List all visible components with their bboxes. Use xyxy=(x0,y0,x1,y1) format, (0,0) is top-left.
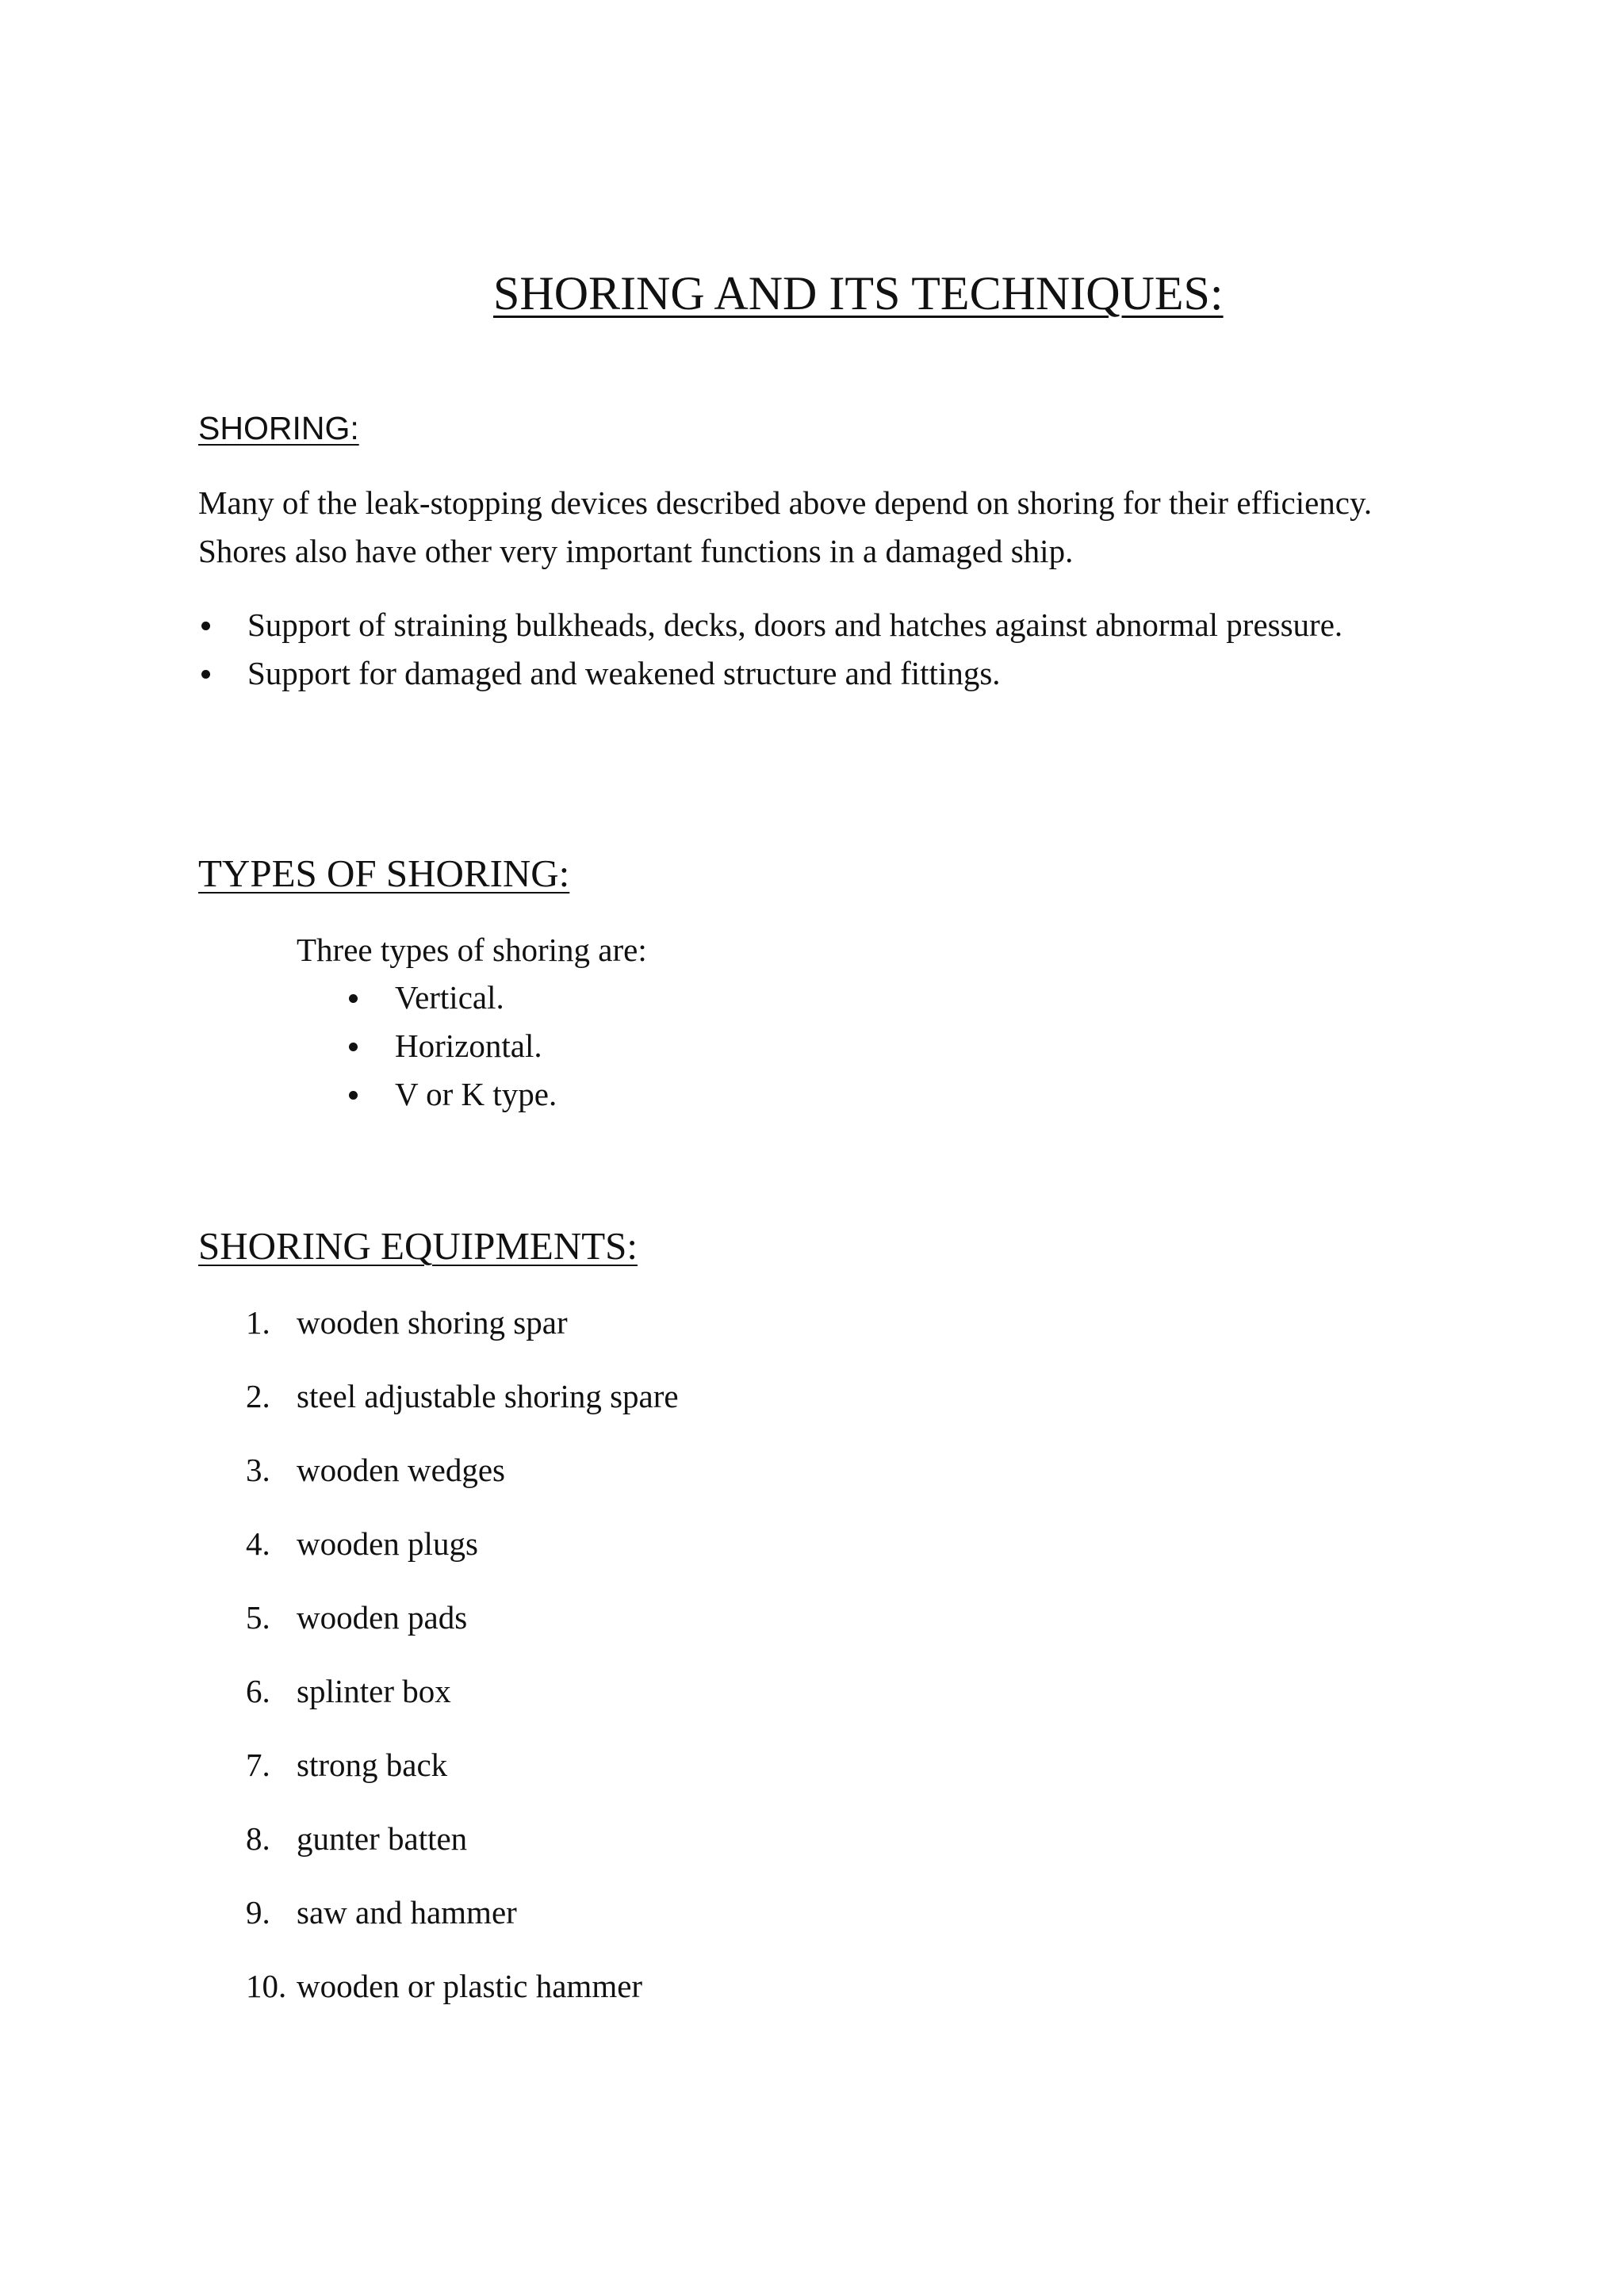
equipment-list xyxy=(246,1299,679,2036)
list-item xyxy=(246,1741,679,1815)
list-item xyxy=(246,1962,679,2036)
list-item-text: steel adjustable shoring spare xyxy=(297,1378,679,1414)
list-item-number: 1. xyxy=(246,1304,270,1341)
list-item-number: 6. xyxy=(246,1673,270,1709)
list-item xyxy=(198,601,1372,649)
list-item-text: strong back xyxy=(297,1747,448,1783)
list-item-number: 3. xyxy=(246,1452,270,1488)
bullet-icon xyxy=(349,994,358,1003)
list-item-text: gunter batten xyxy=(297,1820,468,1857)
list-item xyxy=(246,1446,679,1520)
list-item-text: Support of straining bulkheads, decks, doors and hatches against abnormal pressure. xyxy=(247,607,1343,643)
list-item-text: wooden pads xyxy=(297,1599,468,1636)
list-item-text: Vertical. xyxy=(395,979,504,1016)
list-item xyxy=(297,974,1010,1022)
list-item-text: Support for damaged and weakened structure and fittings. xyxy=(247,655,1001,691)
list-item-text: Horizontal. xyxy=(395,1027,542,1064)
list-item-text: wooden wedges xyxy=(297,1452,506,1488)
list-item-number: 4. xyxy=(246,1525,270,1562)
bullet-icon xyxy=(349,1091,358,1100)
list-item-number: 8. xyxy=(246,1820,270,1857)
list-item-text: wooden or plastic hammer xyxy=(297,1968,643,2004)
list-item xyxy=(198,649,1372,698)
list-item-number: 7. xyxy=(246,1747,270,1783)
shoring-equipments-heading: SHORING EQUIPMENTS: xyxy=(198,1224,638,1268)
list-item-text: wooden plugs xyxy=(297,1525,478,1562)
list-item xyxy=(246,1815,679,1888)
list-item xyxy=(246,1667,679,1741)
list-item xyxy=(246,1372,679,1446)
bullet-icon xyxy=(201,622,210,630)
shoring-heading: SHORING: xyxy=(198,410,359,446)
list-item xyxy=(246,1888,679,1962)
list-item-text: wooden shoring spar xyxy=(297,1304,568,1341)
list-item xyxy=(246,1299,679,1372)
bullet-icon xyxy=(349,1043,358,1051)
shoring-paragraph: Many of the leak-stopping devices described above depend on shoring for their efficiency. Shores also have other very important functions in a damaged ship. xyxy=(198,484,1373,569)
list-item-text: splinter box xyxy=(297,1673,451,1709)
shoring-functions-list xyxy=(198,601,1372,698)
list-item-number: 2. xyxy=(246,1378,270,1414)
shoring-types-list xyxy=(297,974,1010,1119)
list-item-text: V or K type. xyxy=(395,1076,557,1112)
types-of-shoring-heading: TYPES OF SHORING: xyxy=(198,851,570,895)
page-title: SHORING AND ITS TECHNIQUES: xyxy=(493,267,1224,320)
types-intro: Three types of shoring are: xyxy=(297,932,647,968)
list-item-number: 9. xyxy=(246,1894,270,1931)
list-item xyxy=(246,1594,679,1667)
list-item xyxy=(246,1520,679,1594)
list-item xyxy=(297,1022,1010,1070)
list-item-number: 5. xyxy=(246,1599,270,1636)
list-item-number: 10. xyxy=(246,1968,287,2004)
list-item xyxy=(297,1070,1010,1119)
bullet-icon xyxy=(201,670,210,679)
list-item-text: saw and hammer xyxy=(297,1894,517,1931)
